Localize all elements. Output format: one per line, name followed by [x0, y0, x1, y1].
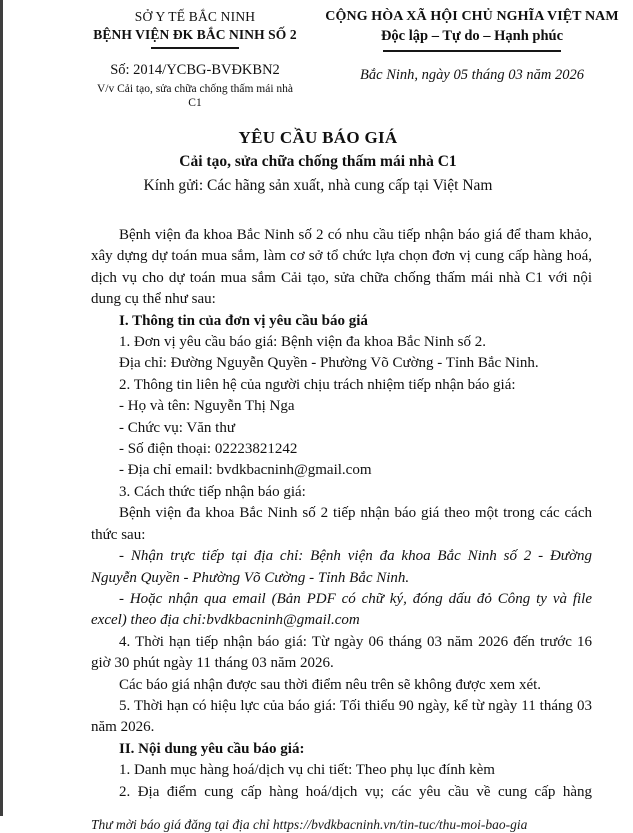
- subject-abbreviation: V/v Cải tạo, sửa chữa chống thấm mái nhà C1: [96, 83, 294, 109]
- motto-underline: [383, 50, 561, 52]
- body-paragraph: II. Nội dung yêu cầu báo giá:: [119, 740, 305, 757]
- parent-org-name: SỞ Y TẾ BẮC NINH: [134, 9, 256, 24]
- body-paragraph: 1. Đơn vị yêu cầu báo giá: Bệnh viện đa khoa Bắc Ninh số 2.: [119, 334, 487, 351]
- body-paragraph: - Số điện thoại: 02223821242: [119, 441, 298, 458]
- national-header-line2: Độc lập – Tự do – Hạnh phúc: [380, 28, 564, 44]
- letterhead-issuer-block: [65, 9, 325, 110]
- body-paragraph: - Chức vụ: Văn thư: [119, 419, 235, 436]
- body-paragraph: - Họ và tên: Nguyễn Thị Nga: [119, 398, 295, 415]
- body: [91, 225, 592, 803]
- body-paragraph: 3. Cách thức tiếp nhận báo giá:: [119, 483, 306, 500]
- body-paragraph: Bệnh viện đa khoa Bắc Ninh số 2 có nhu cầu tiếp nhận báo giá để tham khảo, xây dựng dự toán mua sắm, làm cơ sở tổ chức lựa chọn đơn vị cung cấp hàng hoá, dịch vụ cho dự toán mua sắm Cải tạo, sửa chữa chống thấm mái nhà C1 với nội dung cụ thể như sau:: [91, 227, 592, 308]
- document-number: Số: 2014/YCBG-BVĐKBN2: [110, 62, 280, 78]
- body-paragraph: Bệnh viện đa khoa Bắc Ninh số 2 tiếp nhận báo giá theo một trong các cách thức sau:: [91, 505, 592, 543]
- body-paragraph: 2. Thông tin liên hệ của người chịu trách nhiệm tiếp nhận báo giá:: [119, 376, 516, 393]
- body-paragraph: Địa chỉ: Đường Nguyễn Quyền - Phường Võ Cường - Tỉnh Bắc Ninh.: [119, 355, 539, 372]
- letterhead: [3, 0, 633, 110]
- hospital-org-name: BỆNH VIỆN ĐK BẮC NINH SỐ 2: [93, 27, 297, 42]
- document-subtitle: Cải tạo, sửa chữa chống thấm mái nhà C1: [179, 153, 457, 170]
- body-paragraph: 4. Thời hạn tiếp nhận báo giá: Từ ngày 06 tháng 03 năm 2026 đến trước 16 giờ 30 phút ngày 11 tháng 03 năm 2026.: [91, 633, 592, 672]
- place-and-date: Bắc Ninh, ngày 05 tháng 03 năm 2026: [360, 67, 584, 83]
- national-header-line1: CỘNG HÒA XÃ HỘI CHỦ NGHĨA VIỆT NAM: [325, 9, 619, 24]
- document-title: YÊU CẦU BÁO GIÁ: [238, 128, 398, 147]
- body-paragraph: I. Thông tin của đơn vị yêu cầu báo giá: [119, 312, 368, 329]
- footer-url-note: Thư mời báo giá đăng tại địa chỉ https://bvdkbacninh.vn/tin-tuc/thu-moi-bao-gia: [91, 816, 528, 832]
- body-paragraph: - Nhận trực tiếp tại địa chỉ: Bệnh viện đa khoa Bắc Ninh số 2 - Đường Nguyễn Quyền - Phường Võ Cường - Tỉnh Bắc Ninh.: [91, 548, 592, 586]
- body-paragraph: - Địa chỉ email: bvdkbacninh@gmail.com: [119, 462, 372, 479]
- recipient-line: Kính gửi: Các hãng sản xuất, nhà cung cấp tại Việt Nam: [143, 177, 493, 194]
- body-paragraph: Các báo giá nhận được sau thời điểm nêu trên sẽ không được xem xét.: [119, 676, 542, 693]
- body-paragraph: - Hoặc nhận qua email (Bản PDF có chữ ký, đóng dấu đỏ Công ty và file excel) theo địa chỉ:bvdkbacninh@gmail.com: [91, 590, 592, 629]
- issuer-underline: [151, 47, 239, 49]
- letterhead-national-block: [325, 9, 633, 110]
- body-paragraph: 2. Địa điểm cung cấp hàng hoá/dịch vụ; các yêu cầu về cung cấp hàng: [119, 783, 592, 800]
- body-paragraph: 5. Thời hạn có hiệu lực của báo giá: Tối thiểu 90 ngày, kể từ ngày 11 tháng 03 năm 2026.: [91, 697, 592, 736]
- body-paragraph: 1. Danh mục hàng hoá/dịch vụ chi tiết: Theo phụ lục đính kèm: [119, 762, 495, 779]
- document-title-block: [3, 128, 633, 195]
